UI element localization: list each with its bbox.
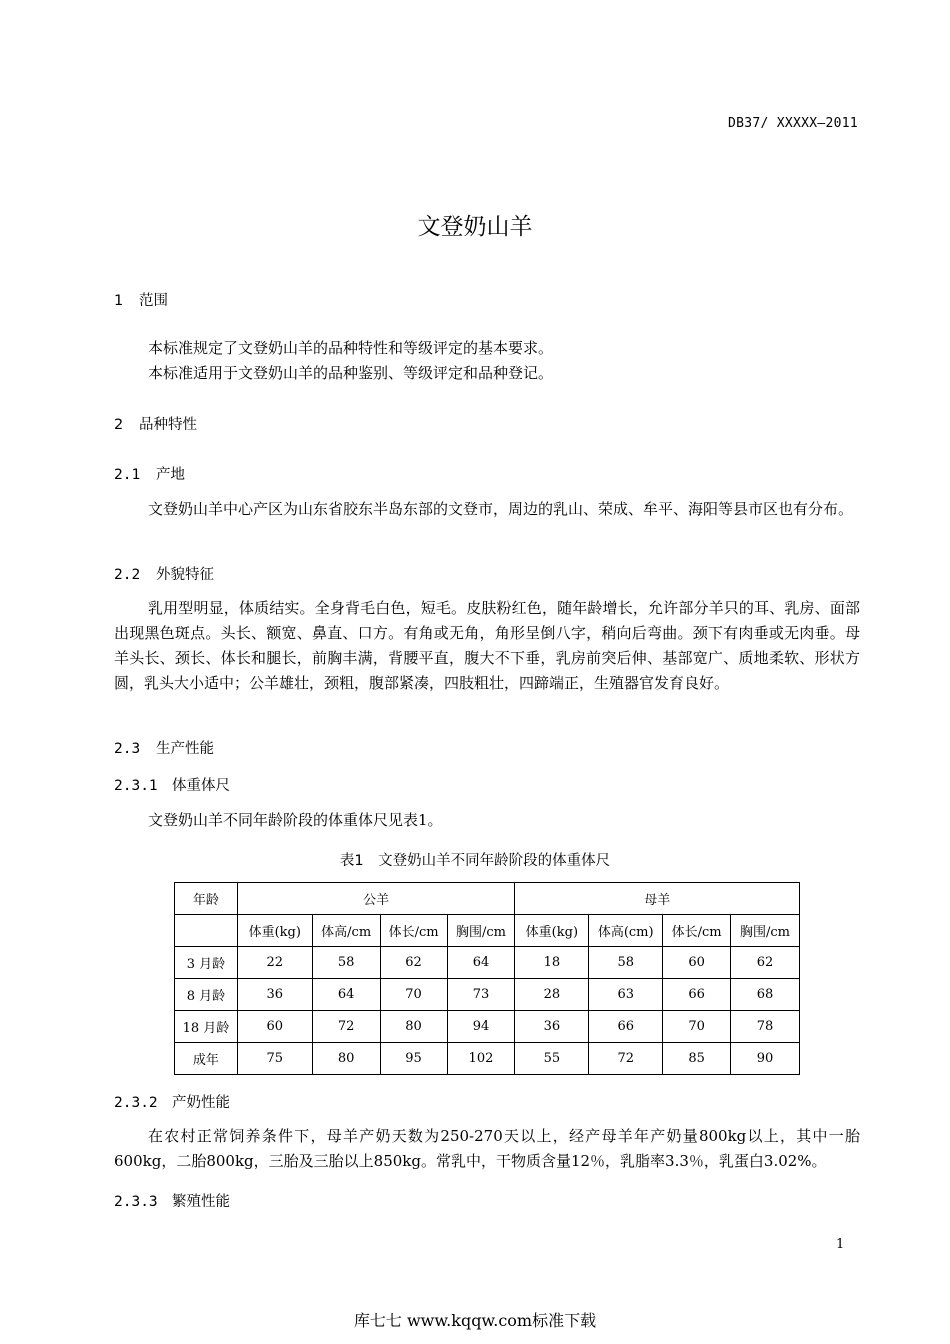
section-2-heading	[114, 413, 197, 434]
section-2-3-number: 2.3	[114, 741, 141, 757]
section-2-3-2-number: 2.3.2	[114, 1095, 158, 1111]
table-col-header: 胸围/cm	[447, 915, 515, 947]
section-2-3-1-number: 2.3.1	[114, 778, 158, 794]
table-col-header: 体长/cm	[663, 915, 731, 947]
table-cell: 72	[312, 1011, 380, 1043]
section-2-3-2-paragraph: 在农村正常饲养条件下，母羊产奶天数为250-270天以上，经产母羊年产奶量800kg以上，其中一胎600kg，二胎800kg，三胎及三胎以上850kg。常乳中，干物质含量12％，乳脂率3.3％，乳蛋白3.02%。	[114, 1127, 860, 1170]
section-2-2-heading	[114, 563, 214, 584]
table-row	[175, 947, 800, 979]
section-2-1-number: 2.1	[114, 467, 141, 483]
section-1-heading	[114, 289, 168, 310]
section-1-paragraph-2: 本标准适用于文登奶山羊的品种鉴别、等级评定和品种登记。	[148, 364, 554, 382]
table-row-age: 3 月龄	[175, 947, 238, 979]
table-cell: 36	[515, 1011, 589, 1043]
table-cell: 55	[515, 1043, 589, 1075]
section-2-2-number: 2.2	[114, 567, 141, 583]
table-cell: 22	[237, 947, 312, 979]
table-cell: 18	[515, 947, 589, 979]
section-2-3-3-heading	[114, 1190, 230, 1211]
table-cell: 60	[237, 1011, 312, 1043]
table-cell: 28	[515, 979, 589, 1011]
table-cell: 58	[312, 947, 380, 979]
section-2-3-3-title: 繁殖性能	[172, 1194, 230, 1210]
table-cell: 60	[663, 947, 731, 979]
table-cell: 78	[731, 1011, 800, 1043]
table-cell: 68	[731, 979, 800, 1011]
table-header-row-2	[175, 915, 800, 947]
section-2-1-heading	[114, 463, 185, 484]
table-cell: 70	[663, 1011, 731, 1043]
table-cell: 90	[731, 1043, 800, 1075]
table-header-blank	[175, 915, 238, 947]
table-header-male: 公羊	[237, 883, 515, 915]
table-cell: 36	[237, 979, 312, 1011]
table-cell: 80	[312, 1043, 380, 1075]
section-1-number: 1	[114, 293, 124, 309]
section-2-3-2-title: 产奶性能	[172, 1095, 230, 1111]
table-header-age: 年龄	[175, 883, 238, 915]
section-2-3-1-body	[114, 808, 860, 833]
section-2-2-body	[114, 596, 860, 696]
table-cell: 80	[380, 1011, 447, 1043]
table-col-header: 体高/cm	[312, 915, 380, 947]
table-row-age: 成年	[175, 1043, 238, 1075]
section-2-3-3-number: 2.3.3	[114, 1194, 158, 1210]
table-header-row-1	[175, 883, 800, 915]
table-row	[175, 979, 800, 1011]
section-2-1-paragraph: 文登奶山羊中心产区为山东省胶东半岛东部的文登市，周边的乳山、荣成、牟平、海阳等县市区也有分布。	[148, 500, 854, 518]
section-2-3-2-heading	[114, 1091, 230, 1112]
page-number: 1	[836, 1237, 845, 1252]
table-cell: 95	[380, 1043, 447, 1075]
section-2-3-1-heading	[114, 774, 230, 795]
table-col-header: 体高(cm)	[589, 915, 663, 947]
document-title: 文登奶山羊	[417, 214, 533, 240]
section-2-3-heading	[114, 737, 214, 758]
section-2-1-body	[114, 497, 860, 522]
section-1-paragraph-1: 本标准规定了文登奶山羊的品种特性和等级评定的基本要求。	[148, 339, 554, 357]
table-cell: 70	[380, 979, 447, 1011]
table-cell: 102	[447, 1043, 515, 1075]
table-cell: 75	[237, 1043, 312, 1075]
table-1	[174, 882, 800, 1075]
table-cell: 62	[380, 947, 447, 979]
table-cell: 66	[589, 1011, 663, 1043]
section-2-3-2-body	[114, 1124, 860, 1174]
section-1-title: 范围	[139, 293, 168, 309]
section-2-title: 品种特性	[139, 417, 197, 433]
document-code: DB37/ XXXXX—2011	[727, 116, 858, 131]
table-cell: 94	[447, 1011, 515, 1043]
footer-watermark: 库七七 www.kqqw.com标准下载	[353, 1311, 597, 1330]
section-2-3-title: 生产性能	[156, 741, 214, 757]
table-row-age: 8 月龄	[175, 979, 238, 1011]
table-col-header: 体长/cm	[380, 915, 447, 947]
section-2-2-paragraph: 乳用型明显，体质结实。全身背毛白色，短毛。皮肤粉红色，随年龄增长，允许部分羊只的耳、乳房、面部出现黑色斑点。头长、额宽、鼻直、口方。有角或无角，角形呈倒八字，稍向后弯曲。颈下有肉垂或无肉垂。母羊头长、颈长、体长和腿长，前胸丰满，背腰平直，腹大不下垂，乳房前突后伸、基部宽广、质地柔软、形状方圆，乳头大小适中；公羊雄壮，颈粗，腹部紧凑，四肢粗壮，四蹄端正，生殖器官发育良好。	[114, 599, 860, 692]
table-col-header: 体重(kg)	[515, 915, 589, 947]
table-row	[175, 1011, 800, 1043]
table-col-header: 胸围/cm	[731, 915, 800, 947]
table-cell: 73	[447, 979, 515, 1011]
table-cell: 64	[312, 979, 380, 1011]
table-cell: 63	[589, 979, 663, 1011]
table-col-header: 体重(kg)	[237, 915, 312, 947]
section-2-3-1-paragraph: 文登奶山羊不同年龄阶段的体重体尺见表1。	[148, 811, 443, 829]
table-cell: 66	[663, 979, 731, 1011]
table-header-female: 母羊	[515, 883, 800, 915]
table-cell: 58	[589, 947, 663, 979]
table-cell: 85	[663, 1043, 731, 1075]
table-row	[175, 1043, 800, 1075]
table-1-caption: 表1 文登奶山羊不同年龄阶段的体重体尺	[339, 853, 611, 869]
section-2-1-title: 产地	[156, 467, 185, 483]
table-cell: 62	[731, 947, 800, 979]
table-row-age: 18 月龄	[175, 1011, 238, 1043]
table-cell: 64	[447, 947, 515, 979]
section-2-3-1-title: 体重体尺	[172, 778, 230, 794]
section-2-2-title: 外貌特征	[156, 567, 214, 583]
table-cell: 72	[589, 1043, 663, 1075]
section-2-number: 2	[114, 417, 124, 433]
section-1-body	[114, 336, 860, 386]
